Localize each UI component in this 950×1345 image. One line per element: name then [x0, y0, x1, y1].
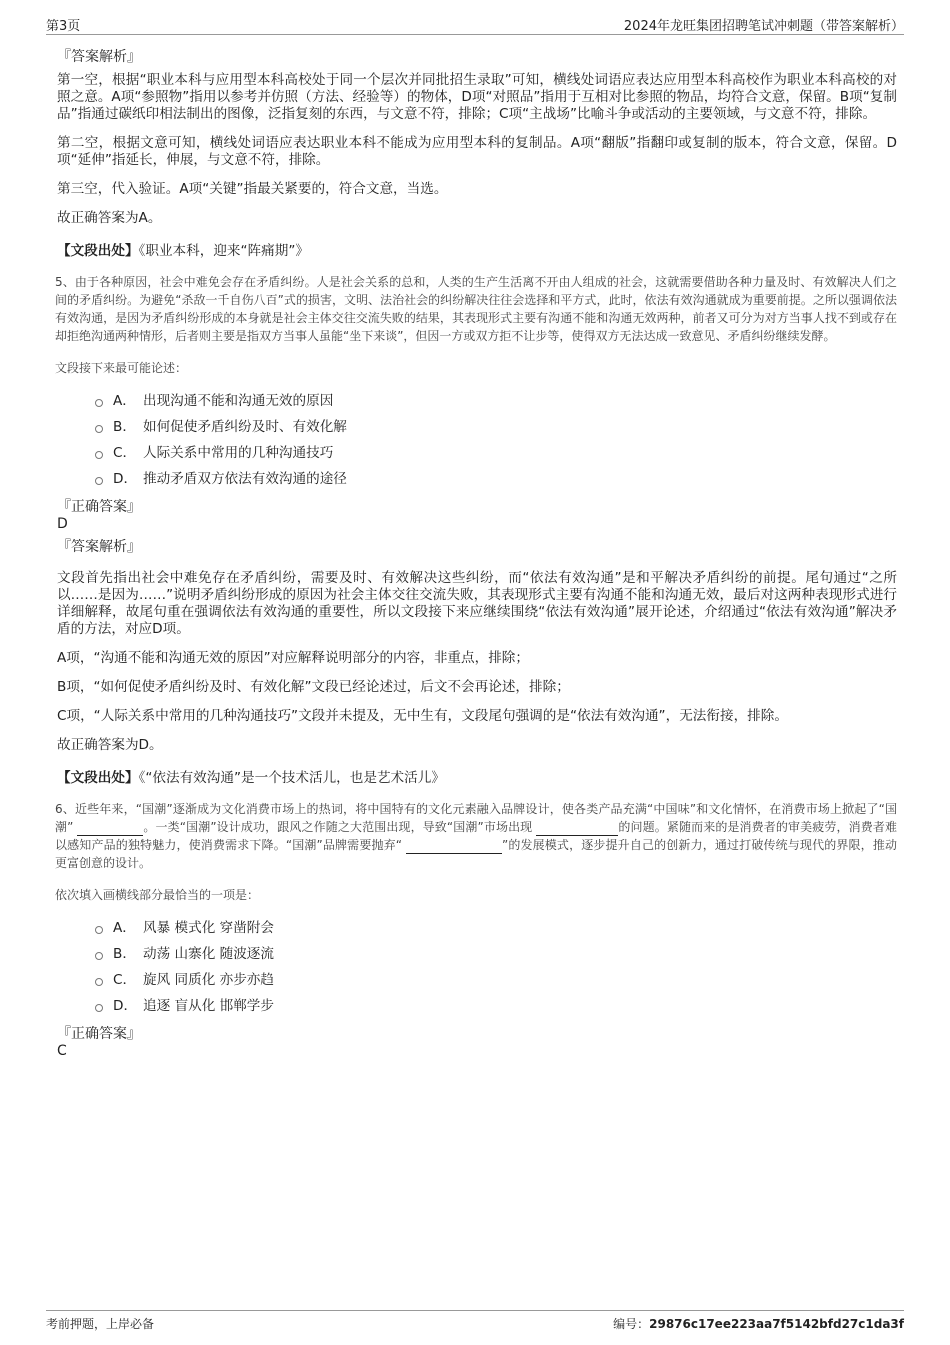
- q6-stem-part4: ”的发展模式，逐步提升自己的创新力，通过打破传统与现代的界限，推动更富创意的设计。: [55, 838, 897, 870]
- option-text: 风暴 模式化 穿凿附会: [143, 920, 274, 936]
- q4-analysis-label: 『答案解析』: [57, 49, 141, 65]
- q6-option-c[interactable]: [95, 967, 897, 993]
- radio-icon[interactable]: [95, 477, 103, 485]
- q4-analysis-p3: 第三空，代入验证。A项“关键”指最关紧要的，符合文意，当选。: [57, 181, 448, 197]
- radio-icon[interactable]: [95, 399, 103, 407]
- q6-blank-2: [536, 823, 618, 836]
- option-text: 推动矛盾双方依法有效沟通的途径: [143, 471, 347, 487]
- q6-stem: [55, 800, 897, 872]
- q6-options: [95, 915, 897, 1019]
- q6-answer: C: [57, 1043, 67, 1059]
- code-label: 编号：: [613, 1317, 650, 1331]
- q5-analysis-p1: 文段首先指出社会中难免存在矛盾纠纷，需要及时、有效解决这些纠纷，而“依法有效沟通”是和平解决矛盾纠纷的前提。尾句通过“之所以……是因为……”说明矛盾纠纷形成的原因为社会主体交往交流失败，其表现形式主要有沟通不能和沟通无效，最后对这两种表现形式进行详细解释，故尾句重在强调依法有效沟通的重要性，所以文段接下来应继续围绕“依法有效沟通”展开论述，介绍通过“依法有效沟通”解决矛盾的方法，对应D项。: [57, 570, 897, 637]
- q5-option-b[interactable]: [95, 414, 897, 440]
- q4-source-label: 【文段出处】: [57, 243, 139, 259]
- q4-analysis-p2: 第二空，根据文意可知，横线处词语应表达职业本科不能成为应用型本科的复制品。A项“翻版”指翻印或复制的版本，符合文意，保留。D项“延伸”指延长，伸展，与文意不符，排除。: [57, 135, 897, 168]
- document-title: 2024年龙旺集团招聘笔试冲刺题（带答案解析）: [623, 19, 904, 34]
- q5-source-text: 《“依法有效沟通”是一个技术活儿，也是艺术活儿》: [138, 770, 445, 786]
- q4-analysis-p1: 第一空，根据“职业本科与应用型本科高校处于同一个层次并同批招生录取”可知，横线处词语应表达应用型本科高校作为职业本科高校的对照之意。A项“参照物”指用以参考并仿照（方法、经验等）的物体，D项“对照品”指用于互相对比参照的物品，均符合文意，保留。B项“复制品”指通过碳纸印相法制出的图像，泛指复刻的东西，与文意不符，排除；C项“主战场”比喻斗争或活动的主要领域，与文意不符，排除。: [57, 72, 897, 122]
- q6-blank-3: [406, 841, 502, 854]
- q6-option-d[interactable]: [95, 993, 897, 1019]
- q6-stem-part2: 。一类“国潮”设计成功，跟风之作随之大范围出现，导致“国潮”市场出现: [143, 820, 533, 834]
- radio-icon[interactable]: [95, 978, 103, 986]
- q5-source-label: 【文段出处】: [57, 770, 139, 786]
- q6-stem-part3: 的问题。紧随而来的是消费者的审美疲劳，消费者难以感知产品的独特魅力，使消费需求下降。“国潮”品牌需要抛弃“: [55, 820, 897, 852]
- q5-prompt: 文段接下来最可能论述：: [55, 361, 188, 375]
- option-letter: C．: [113, 972, 137, 988]
- option-letter: B．: [113, 946, 136, 962]
- page-header: [46, 12, 904, 35]
- page-footer: [46, 1310, 904, 1331]
- q5-option-d[interactable]: [95, 466, 897, 492]
- q6-prompt: 依次填入画横线部分最恰当的一项是：: [55, 888, 260, 902]
- radio-icon[interactable]: [95, 952, 103, 960]
- q5-answer: D: [57, 516, 68, 532]
- q5-analysis-label: 『答案解析』: [57, 539, 141, 555]
- q5-analysis-p5: 故正确答案为D。: [57, 737, 163, 753]
- document-body: [55, 40, 897, 1063]
- option-letter: C．: [113, 445, 137, 461]
- footer-slogan: 考前押题，上岸必备: [46, 1317, 155, 1331]
- option-text: 如何促使矛盾纠纷及时、有效化解: [143, 419, 347, 435]
- q5-analysis-p4: C项，“人际关系中常用的几种沟通技巧”文段并未提及，无中生有，文段尾句强调的是“依法有效沟通”，无法衔接，排除。: [57, 708, 788, 724]
- option-letter: B．: [113, 419, 136, 435]
- option-letter: D．: [113, 471, 138, 487]
- q6-option-b[interactable]: [95, 941, 897, 967]
- q6-answer-label: 『正确答案』: [57, 1026, 141, 1042]
- option-text: 动荡 山寨化 随波逐流: [143, 946, 274, 962]
- code-value: 29876c17ee223aa7f5142bfd27c1da3f: [649, 1317, 904, 1331]
- q6-stem-part1: 6、近些年来，“国潮”逐渐成为文化消费市场上的热词，将中国特有的文化元素融入品牌设计，使各类产品充满“中国味”和文化情怀，在消费市场上掀起了“国潮”: [55, 802, 897, 834]
- option-text: 人际关系中常用的几种沟通技巧: [143, 445, 334, 461]
- q4-source: [57, 239, 897, 259]
- radio-icon[interactable]: [95, 451, 103, 459]
- radio-icon[interactable]: [95, 425, 103, 433]
- option-letter: A．: [113, 393, 136, 409]
- option-text: 出现沟通不能和沟通无效的原因: [143, 393, 334, 409]
- radio-icon[interactable]: [95, 926, 103, 934]
- q4-analysis-p4: 故正确答案为A。: [57, 210, 162, 226]
- q6-blank-1: [77, 823, 143, 836]
- page-number: 第3页: [46, 19, 81, 34]
- q5-analysis-p2: A项，“沟通不能和沟通无效的原因”对应解释说明部分的内容，非重点，排除；: [57, 650, 529, 666]
- q5-stem: 5、由于各种原因，社会中难免会存在矛盾纠纷。人是社会关系的总和，人类的生产生活离不开由人组成的社会，这就需要借助各种力量及时、有效解决人们之间的矛盾纠纷。为避免“杀敌一千自伤八百”式的损害，文明、法治社会的纠纷解决往往会选择和平方式，此时，依法有效沟通就成为重要前提。之所以强调依法有效沟通，是因为矛盾纠纷形成的本身就是社会主体交往交流失败的结果，其表现形式主要有沟通不能和沟通无效两种，前者又可分为对方当事人找不到或存在却拒绝沟通两种情形，后者则主要是指双方当事人虽能“坐下来谈”，但因一方或双方拒不让步等，使得双方无法达成一致意见、矛盾纠纷继续发酵。: [55, 275, 897, 343]
- radio-icon[interactable]: [95, 1004, 103, 1012]
- option-letter: D．: [113, 998, 138, 1014]
- option-text: 旋风 同质化 亦步亦趋: [143, 972, 274, 988]
- q5-analysis-p3: B项，“如何促使矛盾纠纷及时、有效化解”文段已经论述过，后文不会再论述，排除；: [57, 679, 570, 695]
- q5-source: [57, 766, 897, 786]
- q6-option-a[interactable]: [95, 915, 897, 941]
- q5-options: [95, 388, 897, 492]
- q5-option-c[interactable]: [95, 440, 897, 466]
- q4-source-text: 《职业本科，迎来“阵痛期”》: [138, 243, 309, 259]
- document-code: [613, 1315, 904, 1332]
- q5-answer-label: 『正确答案』: [57, 499, 141, 515]
- option-letter: A．: [113, 920, 136, 936]
- q5-option-a[interactable]: [95, 388, 897, 414]
- option-text: 追逐 盲从化 邯郸学步: [143, 998, 274, 1014]
